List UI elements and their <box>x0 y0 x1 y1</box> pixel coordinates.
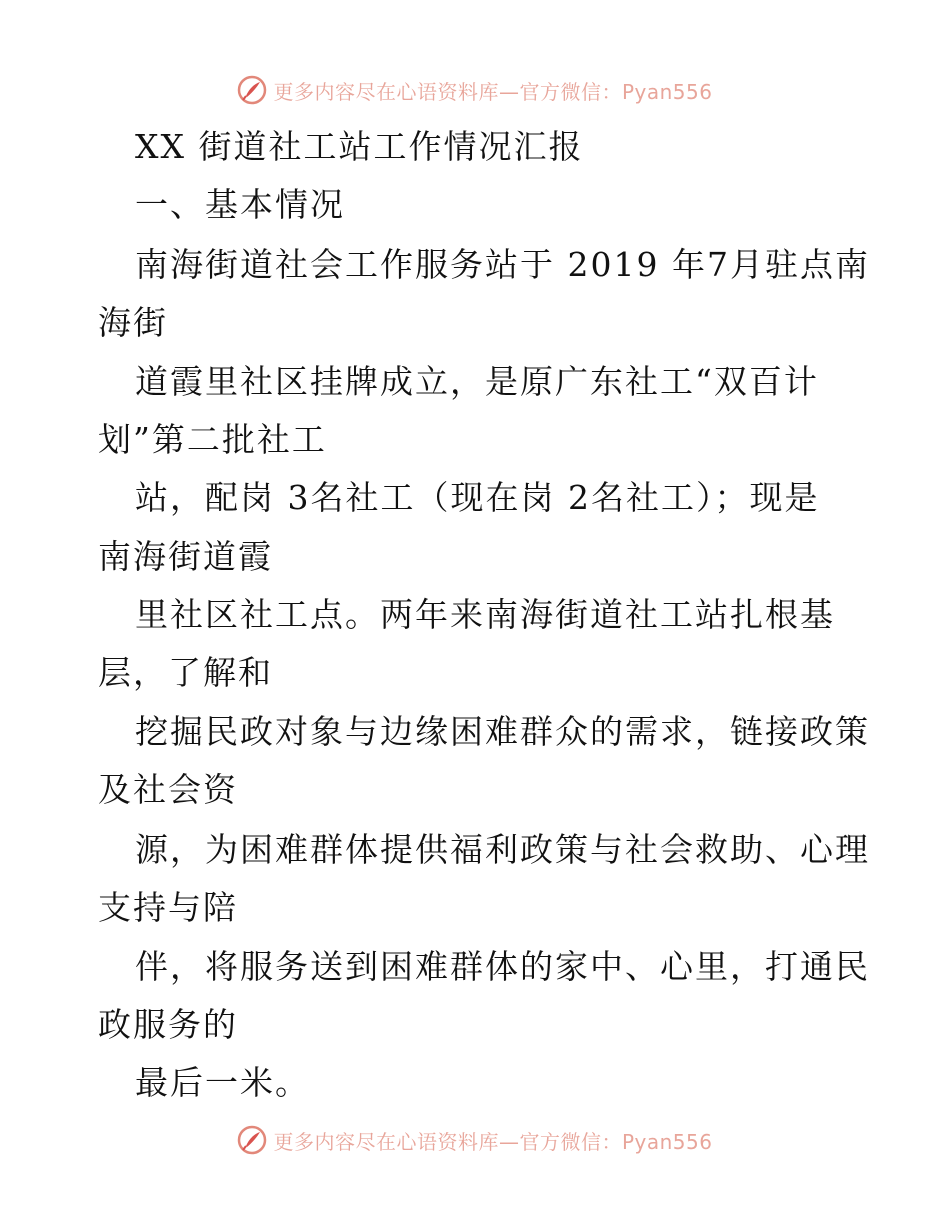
paragraph-line: 南海街道社会工作服务站于 2019 年7月驻点南 <box>135 245 870 284</box>
paragraph-line: 南海街道霞 <box>98 537 273 576</box>
paragraph-line: 海街 <box>98 303 168 342</box>
paragraph-line: 划”第二批社工 <box>98 420 327 459</box>
paragraph-line: 政服务的 <box>98 1005 238 1044</box>
paragraph-line: 源，为困难群体提供福利政策与社会救助、心理 <box>135 830 870 869</box>
watermark-bottom <box>0 1120 950 1160</box>
watermark-text: 更多内容尽在心语资料库—官方微信：Pyan556 <box>273 1129 713 1154</box>
watermark-top <box>0 70 950 110</box>
watermark-text: 更多内容尽在心语资料库—官方微信：Pyan556 <box>273 79 713 104</box>
paragraph-line: 伴，将服务送到困难群体的家中、心里，打通民 <box>135 947 870 986</box>
feather-logo-icon <box>237 75 267 105</box>
paragraph-line: 最后一米。 <box>135 1063 310 1102</box>
paragraph-line: 站，配岗 3名社工（现在岗 2名社工）；现是 <box>135 478 820 517</box>
paragraph-line: 层，了解和 <box>98 653 273 692</box>
paragraph-line: 及社会资 <box>98 770 238 809</box>
paragraph-line: 支持与陪 <box>98 888 238 927</box>
document-title: XX 街道社工站工作情况汇报 <box>135 127 584 166</box>
paragraph-line: 挖掘民政对象与边缘困难群众的需求，链接政策 <box>135 712 870 751</box>
section-heading: 一、基本情况 <box>135 185 345 224</box>
paragraph-line: 里社区社工点。两年来南海街道社工站扎根基 <box>135 595 835 634</box>
paragraph-line: 道霞里社区挂牌成立，是原广东社工“双百计 <box>135 362 819 401</box>
feather-logo-icon <box>237 1125 267 1155</box>
